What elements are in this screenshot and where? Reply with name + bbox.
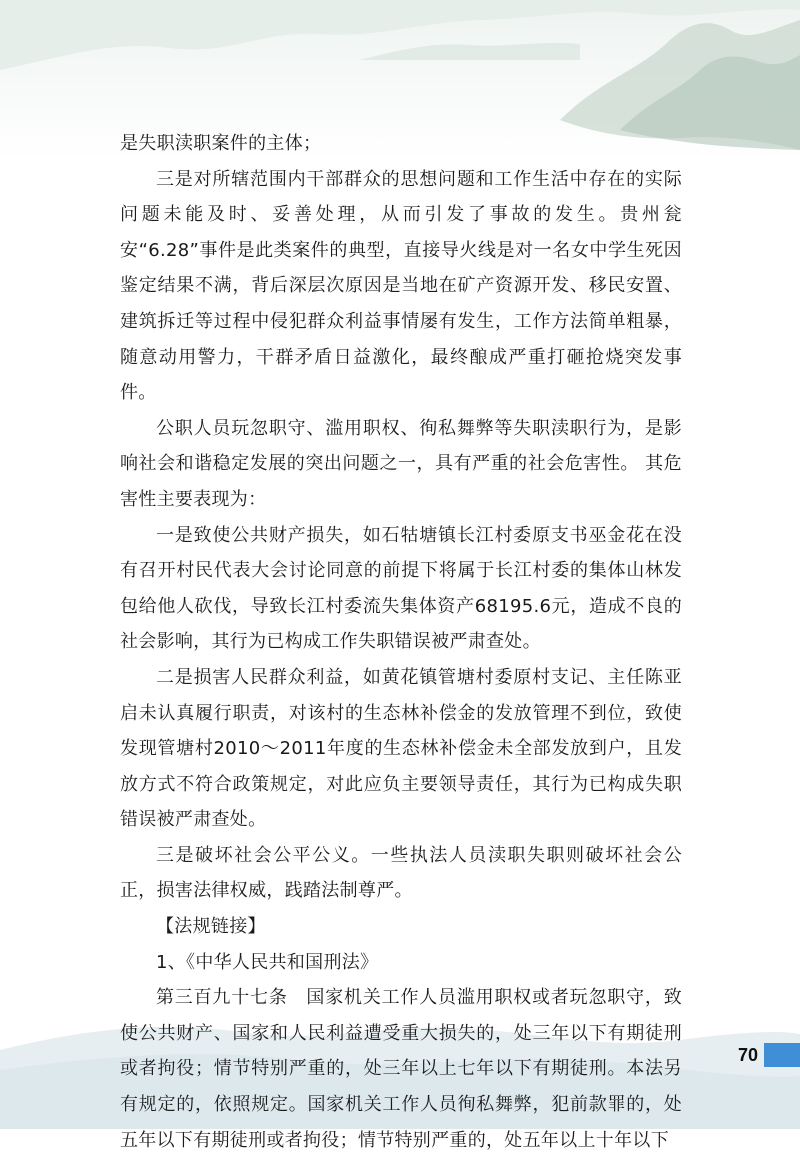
- page-tab-marker: [764, 1043, 800, 1067]
- page-number: 70: [737, 1045, 758, 1065]
- section-heading: 【法规链接】: [156, 916, 266, 938]
- paragraph: 一是致使公共财产损失，如石牯塘镇长江村委原支书巫金花在没有召开村民代表大会讨论同意的前提下将属于长江村委的集体山林发包给他人砍伐，导致长江村委流失集体资产68195.6元，造成不良的社会影响，其行为已构成工作失职错误被严肃查处。: [120, 524, 682, 653]
- law-article: 第三百九十七条 国家机关工作人员滥用职权或者玩忽职守，致使公共财产、国家和人民利益遭受重大损失的，处三年以下有期徒刑或者拘役；情节特别严重的，处三年以上七年以下有期徒刑。本法另有规定的，依照规定。国家机关工作人员徇私舞弊，犯前款罪的，处五年以下有期徒刑或者拘役；情节特别严重的，处五年以上十年以下: [120, 987, 682, 1151]
- paragraph: 公职人员玩忽职守、滥用职权、徇私舞弊等失职渎职行为，是影响社会和谐稳定发展的突出问题之一，具有严重的社会危害性。 其危害性主要表现为：: [120, 417, 682, 510]
- body-text: [120, 126, 682, 1158]
- law-title: 1、《中华人民共和国刑法》: [156, 951, 379, 973]
- paragraph: 二是损害人民群众利益，如黄花镇管塘村委原村支记、主任陈亚启未认真履行职责，对该村的生态林补偿金的发放管理不到位，致使发现管塘村2010～2011年度的生态林补偿金未全部发放到户，且发放方式不符合政策规定，对此应负主要领导责任，其行为已构成失职错误被严肃查处。: [120, 666, 682, 831]
- paragraph: 三是对所辖范围内干部群众的思想问题和工作生活中存在的实际问题未能及时、妥善处理，从而引发了事故的发生。贵州瓮安“6.28”事件是此类案件的典型，直接导火线是对一名女中学生死因鉴定结果不满，背后深层次原因是当地在矿产资源开发、移民安置、建筑拆迁等过程中侵犯群众利益事情屡有发生，工作方法简单粗暴，随意动用警力，干群矛盾日益激化，最终酿成严重打砸抢烧突发事件。: [120, 168, 682, 404]
- paragraph: 是失职渎职案件的主体；: [120, 133, 322, 154]
- paragraph: 三是破坏社会公平公义。一些执法人员渎职失职则破坏社会公正，损害法律权威，践踏法制尊严。: [120, 844, 682, 902]
